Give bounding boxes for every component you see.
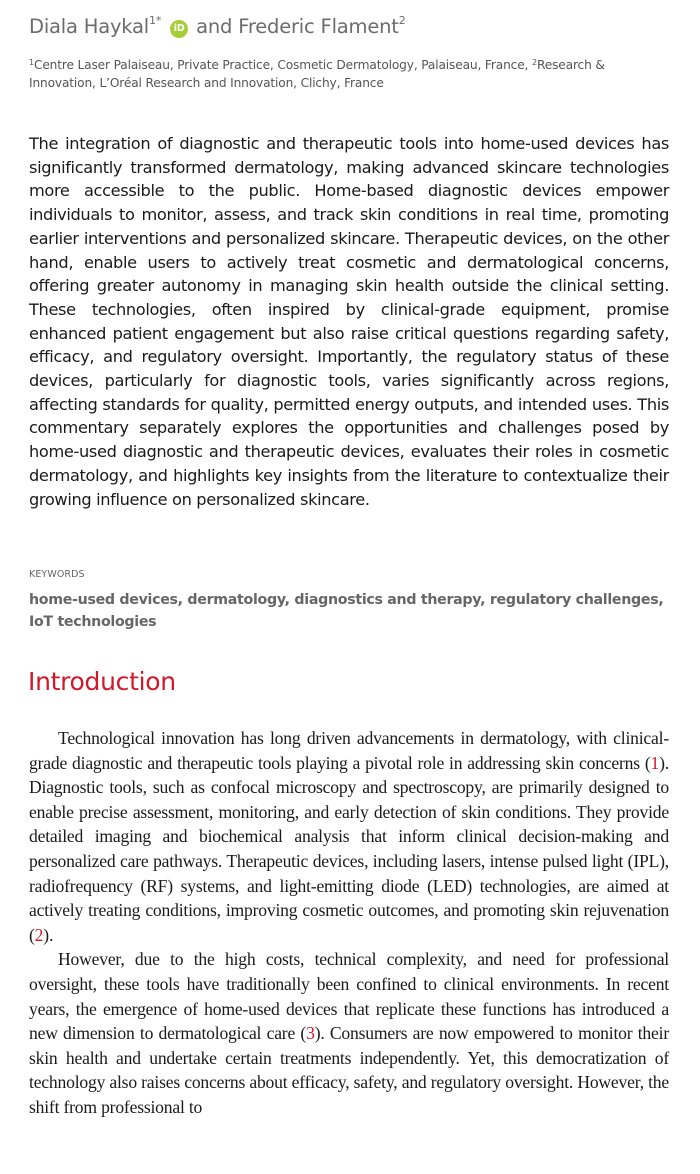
author-name: Frederic Flament [238, 15, 399, 38]
affiliation-marker: 2 [532, 58, 537, 67]
paragraph-text: Technological innovation has long driven advancements in dermatology, with clinical-grade diagnostic and therapeutic tools playing a pivotal role in addressing skin concerns ( [29, 728, 669, 773]
paragraph [29, 726, 669, 947]
orcid-icon[interactable]: iD [170, 20, 188, 38]
citation-link[interactable]: 1 [650, 752, 660, 773]
citation-link[interactable]: 3 [306, 1023, 315, 1044]
paragraph-text: ). Diagnostic tools, such as confocal microscopy and spectroscopy, are primarily designed to enable precise assessment, monitoring, and early detection of skin conditions. They provide detailed imaging and biochemical analysis that inform clinical decision-making and personalized care pathways. Therapeutic devices, including lasers, intense pulsed light (IPL), radiofrequency (RF) systems, and light-emitting diode (LED) technologies, are aimed at actively treating conditions, improving cosmetic outcomes, and promoting skin rejuvenation ( [29, 752, 669, 945]
author-line [29, 14, 406, 38]
paragraph-text: ). [43, 924, 54, 945]
citation-link[interactable]: 2 [34, 924, 44, 945]
affiliation-text: Centre Laser Palaiseau, Private Practice, Cosmetic Dermatology, Palaiseau, France, [33, 58, 533, 72]
section-heading-introduction: Introduction [28, 667, 176, 696]
keywords-text: home-used devices, dermatology, diagnostics and therapy, regulatory challenges, IoT technologies [29, 592, 664, 630]
paragraph-text: ). Consumers are now empowered to monitor their skin health and undertake certain treatments independently. Yet, this democratization of technology also raises concerns about efficacy, safety, and regulatory oversight. However, the shift from professional to [29, 1023, 669, 1117]
author-affiliation-marker: 1* [149, 14, 162, 27]
affiliations [29, 54, 674, 92]
introduction-body [29, 726, 669, 1120]
author-connector: and [196, 15, 233, 38]
author-name: Diala Haykal [29, 15, 150, 38]
abstract-text: The integration of diagnostic and therapeutic tools into home-used devices has significantly transformed dermatology, making advanced skincare technologies more accessible to the public. Home-based diagnostic devices empower individuals to monitor, assess, and track skin conditions in real time, promoting earlier interventions and personalized skincare. Therapeutic devices, on the other hand, enable users to actively treat cosmetic and dermatological concerns, offering greater autonomy in managing skin health outside the clinical setting. These technologies, often inspired by clinical-grade equipment, promise enhanced patient engagement but also raise critical questions regarding safety, efficacy, and regulatory oversight. Importantly, the regulatory status of these devices, particularly for diagnostic tools, varies significantly across regions, affecting standards for quality, permitted energy outputs, and intended uses. This commentary separately explores the opportunities and challenges posed by home-used diagnostic and therapeutic devices, evaluates their roles in cosmetic dermatology, and highlights key insights from the literature to contextualize their growing influence on personalized skincare. [29, 134, 669, 509]
author-affiliation-marker: 2 [398, 14, 406, 27]
affiliation-marker: 1 [29, 58, 34, 67]
paragraph-text: However, due to the high costs, technical complexity, and need for professional oversight, these tools have traditionally been confined to clinical environments. In recent years, the emergence of home-used devices that replicate these functions has introduced a new dimension to dermatological care ( [29, 949, 669, 1044]
paragraph [29, 947, 669, 1119]
affiliation-text: Research & Innovation, L’Oréal Research and Innovation, Clichy, France [29, 58, 605, 90]
keywords-label: KEYWORDS [29, 569, 85, 580]
